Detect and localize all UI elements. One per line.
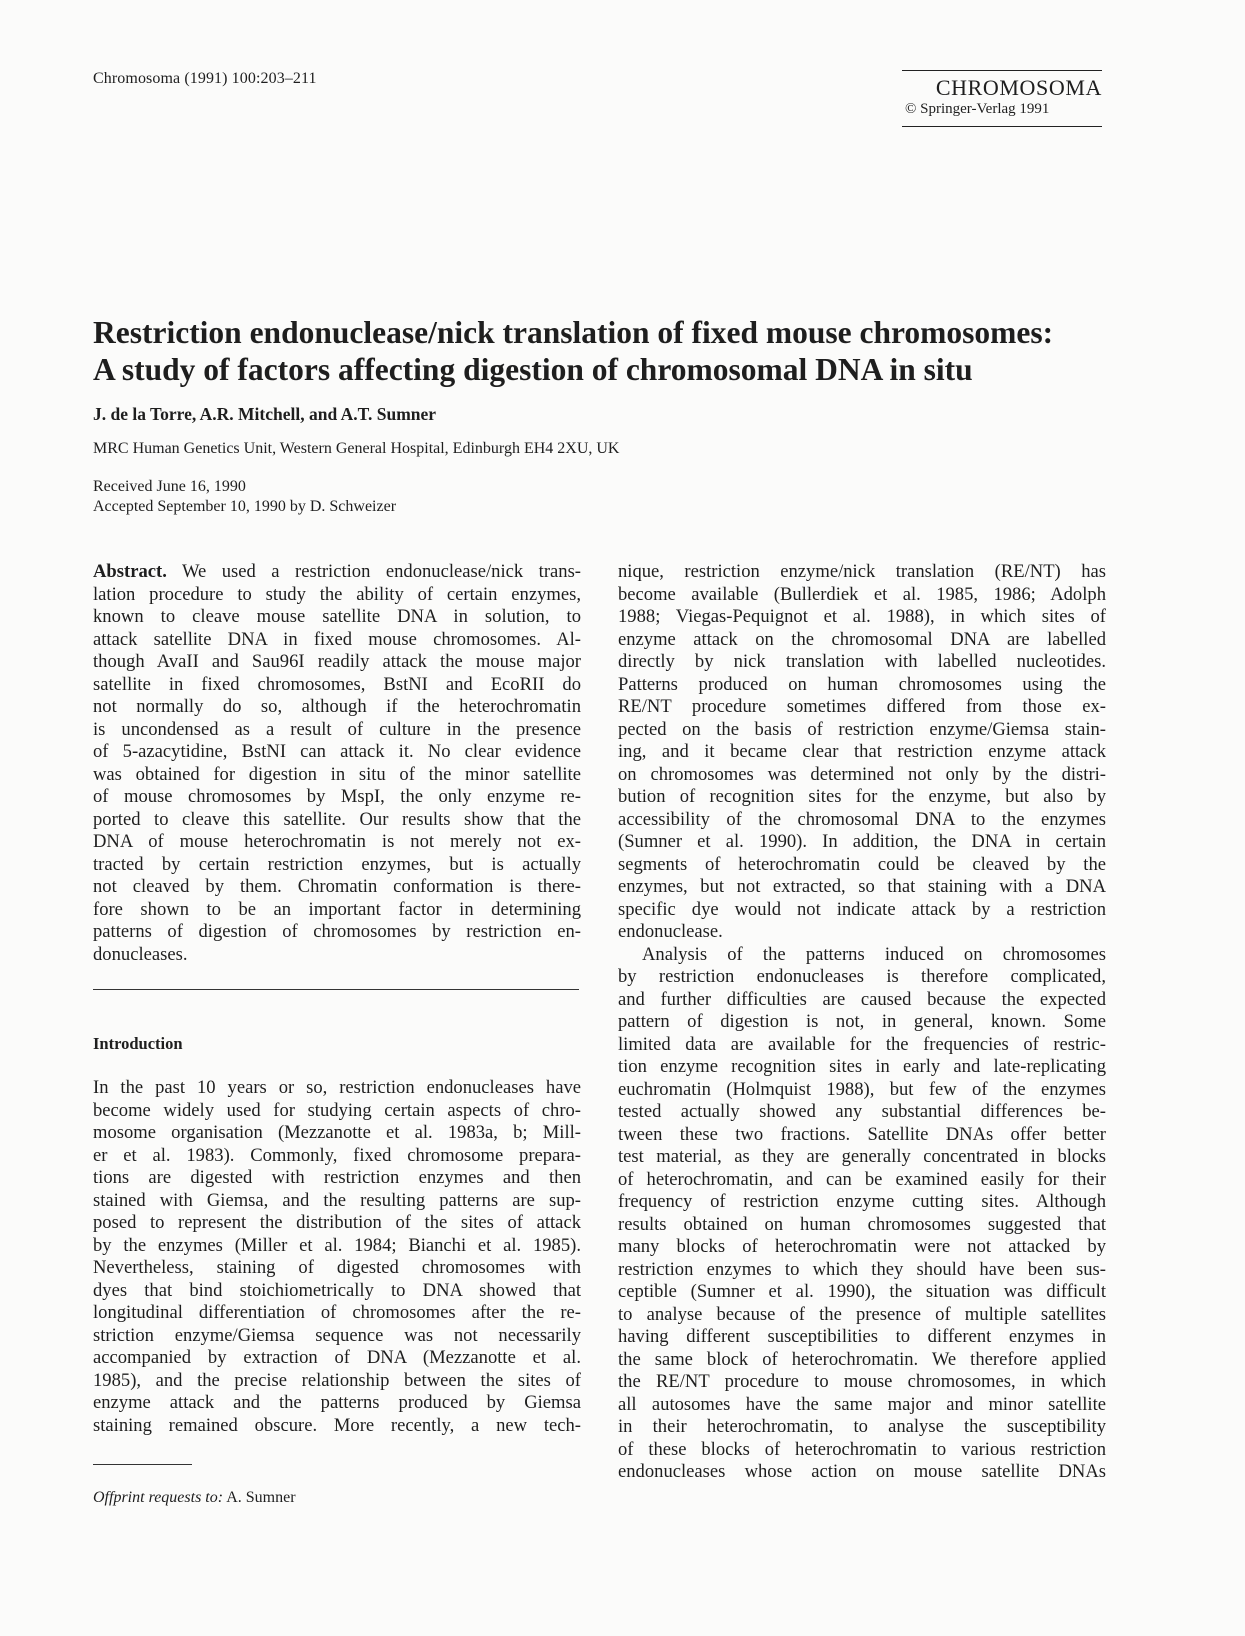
introduction-heading: Introduction: [93, 1034, 183, 1053]
body-line: test material, as they are generally concentrated in blocks: [618, 1146, 1106, 1167]
submission-dates: [93, 477, 396, 517]
body-line: bution of recognition sites for the enzyme, but also by: [618, 786, 1106, 807]
abstract-line: is uncondensed as a result of culture in the presence: [93, 718, 581, 740]
intro-line: enzyme attack and the patterns produced by Giemsa: [93, 1392, 581, 1413]
abstract-line: [93, 561, 581, 584]
title-line: Restriction endonuclease/nick translation of fixed mouse chromosomes:: [93, 315, 1054, 350]
intro-line: In the past 10 years or so, restriction endonucleases have: [93, 1077, 581, 1098]
intro-line: by the enzymes (Miller et al. 1984; Bianchi et al. 1985).: [93, 1234, 581, 1256]
journal-copyright: © Springer-Verlag 1991: [905, 101, 1050, 117]
footnote: [93, 1489, 296, 1507]
abstract-line: satellite in fixed chromosomes, BstNI and EcoRII do: [93, 673, 581, 695]
abstract-line: of mouse chromosomes by MspI, the only enzyme re-: [93, 786, 581, 807]
intro-line: tions are digested with restriction enzymes and then: [93, 1167, 581, 1188]
abstract-line-text: We used a restriction endonuclease/nick trans-: [166, 561, 581, 582]
intro-line: accompanied by extraction of DNA (Mezzanotte et al.: [93, 1347, 581, 1368]
body-line: nique, restriction enzyme/nick translation (RE/NT) has: [618, 561, 1106, 582]
body-line: ceptible (Sumner et al. 1990), the situation was difficult: [618, 1281, 1106, 1302]
footnote-divider: [93, 1464, 192, 1465]
intro-line: Nevertheless, staining of digested chromosomes with: [93, 1257, 581, 1278]
body-line: ing, and it became clear that restriction enzyme attack: [618, 741, 1106, 762]
body-line: by restriction endonucleases is therefore complicated,: [618, 966, 1106, 987]
footnote-name: A. Sumner: [223, 1489, 296, 1506]
body-line: on chromosomes was determined not only by the distri-: [618, 763, 1106, 785]
abstract-line: of 5-azacytidine, BstNI can attack it. No clear evidence: [93, 741, 581, 762]
body-line: endonucleases whose action on mouse satellite DNAs: [618, 1461, 1106, 1482]
intro-line: posed to represent the distribution of the sites of attack: [93, 1212, 581, 1233]
abstract-label: Abstract.: [93, 561, 167, 582]
journal-name: CHROMOSOMA: [935, 75, 1102, 100]
footnote-label: Offprint requests to:: [93, 1489, 224, 1506]
intro-line: 1985), and the precise relationship between the sites of: [93, 1369, 581, 1391]
body-line: of these blocks of heterochromatin to various restriction: [618, 1438, 1106, 1460]
accepted-date: Accepted September 10, 1990 by D. Schweizer: [93, 498, 397, 515]
abstract-line: donucleases.: [93, 943, 188, 965]
body-line: limited data are available for the frequencies of restric-: [618, 1033, 1106, 1055]
intro-line: er et al. 1983). Commonly, fixed chromosome prepara-: [93, 1144, 581, 1166]
introduction-body: [93, 1077, 581, 1437]
body-line: tween these two fractions. Satellite DNAs offer better: [618, 1123, 1106, 1145]
abstract-line: attack satellite DNA in fixed mouse chromosomes. Al-: [93, 628, 581, 650]
body-line: become available (Bullerdiek et al. 1985, 1986; Adolph: [618, 583, 1106, 605]
body-line: specific dye would not indicate attack by a restriction: [618, 898, 1106, 920]
author-list: J. de la Torre, A.R. Mitchell, and A.T. Sumner: [93, 404, 437, 424]
body-line: all autosomes have the same major and minor satellite: [618, 1393, 1106, 1415]
body-line: Patterns produced on human chromosomes using the: [618, 673, 1106, 695]
body-line: directly by nick translation with labelled nucleotides.: [618, 651, 1106, 672]
body-line: enzymes, but not extracted, so that staining with a DNA: [618, 876, 1106, 897]
intro-line: become widely used for studying certain aspects of chro-: [93, 1099, 581, 1121]
author-affiliation: MRC Human Genetics Unit, Western General Hospital, Edinburgh EH4 2XU, UK: [93, 440, 620, 457]
intro-line: striction enzyme/Giemsa sequence was not necessarily: [93, 1324, 581, 1346]
abstract-line: known to cleave mouse satellite DNA in solution, to: [93, 606, 581, 627]
body-line: endonuclease.: [618, 921, 723, 942]
body-line: many blocks of heterochromatin were not attacked by: [618, 1236, 1106, 1257]
section-divider: [93, 989, 579, 990]
abstract-line: tracted by certain restriction enzymes, but is actually: [93, 853, 581, 875]
abstract-line: ported to cleave this satellite. Our results show that the: [93, 808, 581, 830]
journal-masthead: [902, 70, 1102, 127]
intro-line: staining remained obscure. More recently, a new tech-: [93, 1414, 581, 1436]
body-line: having different susceptibilities to different enzymes in: [618, 1326, 1106, 1347]
intro-line: mosome organisation (Mezzanotte et al. 1983a, b; Mill-: [93, 1122, 581, 1143]
body-line: results obtained on human chromosomes suggested that: [618, 1213, 1106, 1235]
body-line: in their heterochromatin, to analyse the susceptibility: [618, 1416, 1106, 1437]
abstract-line: patterns of digestion of chromosomes by restriction en-: [93, 921, 581, 942]
body-line: euchromatin (Holmquist 1988), but few of the enzymes: [618, 1078, 1106, 1100]
body-line: RE/NT procedure sometimes differed from those ex-: [618, 696, 1106, 717]
body-line: tion enzyme recognition sites in early and late-replicating: [618, 1056, 1106, 1077]
abstract-line: was obtained for digestion in situ of the minor satellite: [93, 763, 581, 785]
article-title: [93, 314, 1123, 388]
abstract-line: DNA of mouse heterochromatin is not merely not ex-: [93, 831, 581, 852]
body-line: restriction enzymes to which they should have been sus-: [618, 1258, 1106, 1280]
title-line: A study of factors affecting digestion of chromosomal DNA in situ: [93, 352, 973, 387]
intro-line: dyes that bind stoichiometrically to DNA showed that: [93, 1279, 581, 1301]
body-line: accessibility of the chromosomal DNA to the enzymes: [618, 808, 1106, 830]
intro-line: longitudinal differentiation of chromosomes after the re-: [93, 1302, 581, 1323]
body-line: segments of heterochromatin could be cleaved by the: [618, 853, 1106, 875]
abstract: [93, 561, 581, 966]
body-line: pected on the basis of restriction enzyme/Giemsa stain-: [618, 718, 1106, 740]
body-line: the RE/NT procedure to mouse chromosomes, in which: [618, 1371, 1106, 1392]
body-line: the same block of heterochromatin. We therefore applied: [618, 1348, 1106, 1370]
body-line: Analysis of the patterns induced on chromosomes: [642, 943, 1106, 965]
body-line: of heterochromatin, and can be examined easily for their: [618, 1168, 1106, 1190]
body-line: (Sumner et al. 1990). In addition, the DNA in certain: [618, 831, 1106, 852]
received-date: Received June 16, 1990: [93, 478, 246, 495]
right-column-body: [618, 561, 1106, 1484]
running-head: Chromosoma (1991) 100:203–211: [93, 70, 317, 87]
body-line: enzyme attack on the chromosomal DNA are labelled: [618, 628, 1106, 650]
abstract-line: lation procedure to study the ability of certain enzymes,: [93, 583, 581, 605]
abstract-line: though AvaII and Sau96I readily attack the mouse major: [93, 651, 581, 672]
body-line: pattern of digestion is not, in general, known. Some: [618, 1011, 1106, 1032]
body-line: 1988; Viegas-Pequignot et al. 1988), in which sites of: [618, 606, 1106, 627]
body-line: tested actually showed any substantial differences be-: [618, 1101, 1106, 1122]
intro-line: stained with Giemsa, and the resulting patterns are sup-: [93, 1189, 581, 1211]
abstract-line: not cleaved by them. Chromatin conformation is there-: [93, 876, 581, 897]
abstract-line: fore shown to be an important factor in determining: [93, 898, 581, 920]
body-line: frequency of restriction enzyme cutting sites. Although: [618, 1191, 1106, 1212]
body-line: to analyse because of the presence of multiple satellites: [618, 1303, 1106, 1325]
abstract-line: not normally do so, although if the heterochromatin: [93, 696, 581, 717]
body-line: and further difficulties are caused because the expected: [618, 988, 1106, 1010]
